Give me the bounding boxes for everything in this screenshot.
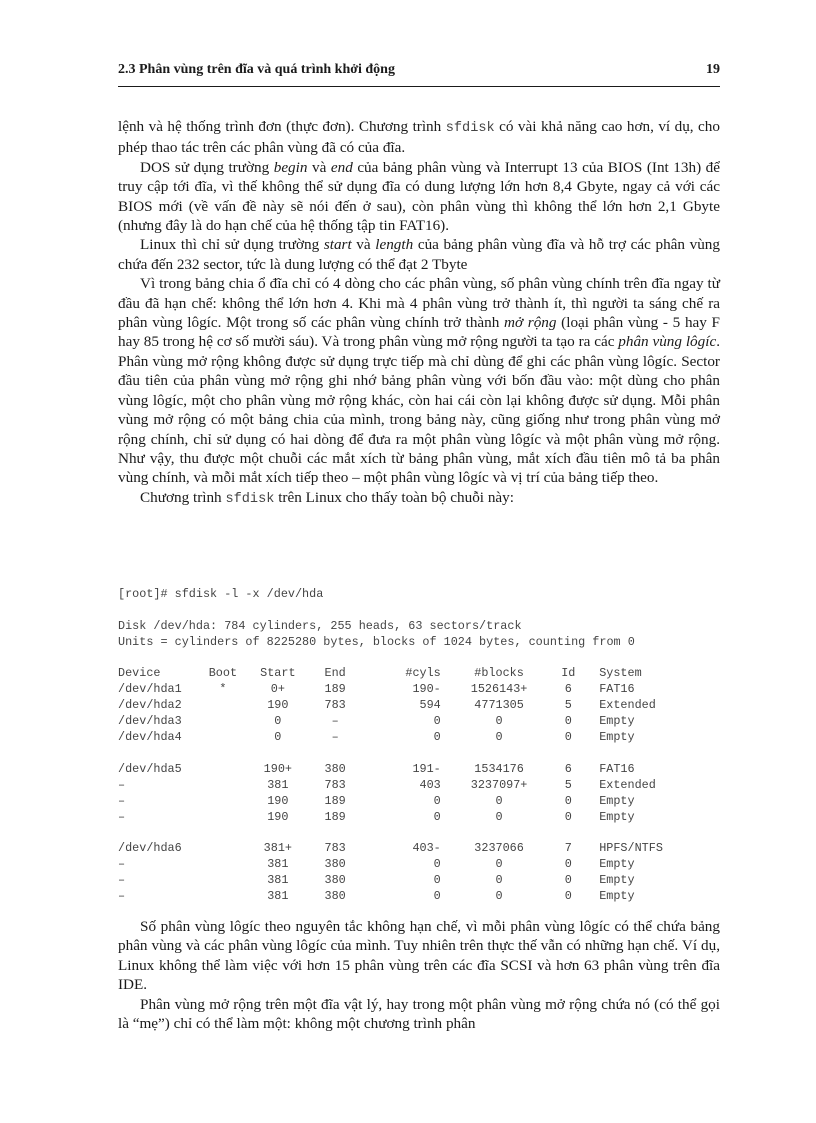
table-row	[118, 810, 718, 826]
table-cell	[206, 698, 239, 714]
table-cell: –	[331, 714, 339, 729]
table-cell: 0	[495, 873, 503, 888]
table-cell: 381+	[263, 841, 292, 856]
table-cell: 0	[433, 730, 441, 745]
paragraph-2: DOS sử dụng trường begin và end của bảng phân vùng và Interrupt 13 của BIOS (Int 13h) để truy cập tới đĩa, vì thế không thể sử dụng đĩa có dung lượng lớn hơn 8,4 Gbyte, ngay cả với các BIOS mới (về vấn đề này sẽ nói đến ở sau), còn phân vùng thì không thể lớn hơn 2,1 Gbyte (nhưng đây là do hạn chế của hệ thống tập tin FAT16).	[118, 158, 720, 235]
table-cell: 0	[495, 889, 503, 904]
table-cell: 0	[433, 873, 441, 888]
table-cell: Empty	[599, 730, 635, 745]
table-cell: 0	[564, 714, 572, 729]
partition-table-body	[118, 666, 718, 905]
table-cell: 189	[324, 793, 346, 808]
page-number: 19	[706, 62, 720, 77]
table-cell: 1526143+	[470, 682, 528, 697]
running-header	[118, 62, 720, 78]
table-cell: –	[118, 857, 126, 872]
paragraph-4: Vì trong bảng chia ổ đĩa chỉ có 4 dòng cho các phân vùng, số phân vùng chính trên đĩa ngay từ đầu đã hạn chế: không thể lớn hơn 4. Khi mà 4 phân vùng trở thành ít, thì người ta sáng chế ra phân vùng lôgíc. Một trong số các phân vùng chính trở thành mở rộng (loại phân vùng - 5 hay F hay 85 trong hệ cơ số mười sáu). Và trong phân vùng mở rộng người ta tạo ra các phân vùng lôgíc. Phân vùng mở rộng không được sử dụng trực tiếp mà chỉ dùng để ghi các phân vùng lôgíc. Sector đầu tiên của phân vùng mở rộng ghi nhớ bảng phân vùng với bốn đầu vào: một dùng cho phân vùng lôgíc, một cho phân vùng mở rộng khác, còn hai cái còn lại không được sử dụng. Mỗi phân vùng mở rộng có một bảng chia của mình, trong bảng này, cũng giống như trong phân vùng mở rộng chính, chỉ sử dụng có hai dòng để đưa ra một phân vùng lôgíc và một phân vùng mở rộng. Như vậy, thu được một chuỗi các mắt xích từ bảng phân vùng, mắt xích đầu tiên mô tả ba phân vùng chính, và mỗi mắt xích tiếp theo – một phân vùng lôgíc và vị trí của bảng tiếp theo.	[118, 275, 721, 487]
paragraph-5: Chương trình sfdisk trên Linux cho thấy toàn bộ chuỗi này:	[140, 488, 514, 507]
table-cell	[206, 762, 239, 778]
table-cell: 0	[495, 730, 503, 745]
table-cell: 381	[267, 873, 289, 888]
table-cell: –	[118, 889, 126, 904]
column-header: Start	[260, 666, 296, 681]
table-row	[118, 794, 718, 810]
table-cell: 0	[433, 857, 441, 872]
table-cell: 190	[267, 793, 289, 808]
table-cell: 6	[564, 682, 572, 697]
disk-info-line: Disk /dev/hda: 784 cylinders, 255 heads, 63 sectors/track	[118, 618, 522, 633]
table-row	[118, 889, 718, 905]
table-cell: 403-	[412, 841, 441, 856]
table-row	[118, 873, 718, 889]
table-cell: /dev/hda6	[118, 841, 182, 856]
table-cell: 0	[564, 889, 572, 904]
table-header-row	[118, 666, 718, 682]
body-text-top	[118, 117, 720, 509]
table-cell: Empty	[599, 873, 635, 888]
emphasis: length	[375, 236, 414, 254]
table-cell: /dev/hda3	[118, 714, 182, 729]
table-cell: 190+	[263, 761, 292, 776]
table-cell: 0	[495, 857, 503, 872]
table-cell: 3237066	[474, 841, 524, 856]
table-cell: 5	[564, 698, 572, 713]
table-cell: 0+	[270, 682, 285, 697]
table-cell: 0	[564, 793, 572, 808]
table-cell	[206, 810, 239, 826]
table-cell: 0	[495, 793, 503, 808]
column-header: Id	[561, 666, 576, 681]
table-cell	[206, 778, 239, 794]
body-text-bottom	[118, 917, 720, 1033]
header-rule	[118, 86, 720, 87]
table-cell: 594	[419, 698, 441, 713]
table-cell: Empty	[599, 857, 635, 872]
table-cell: 191-	[412, 761, 441, 776]
table-cell: /dev/hda1	[118, 682, 182, 697]
column-header: Boot	[208, 666, 238, 681]
column-header: End	[324, 666, 346, 681]
table-cell: 0	[564, 857, 572, 872]
table-cell: 4771305	[474, 698, 524, 713]
table-row	[118, 762, 718, 778]
table-cell: 3237097+	[470, 777, 528, 792]
inline-code: sfdisk	[445, 121, 495, 136]
table-cell	[206, 730, 239, 746]
column-header: #cyls	[405, 666, 441, 681]
table-cell: *	[219, 682, 227, 697]
table-cell: 190	[267, 809, 289, 824]
table-spacer-row	[118, 826, 718, 842]
table-cell: –	[118, 793, 126, 808]
partition-table	[118, 666, 718, 905]
paragraph-3: Linux thì chỉ sử dụng trường start và length của bảng phân vùng đĩa và hỗ trợ các phân vùng chứa đến 232 sector, tức là dung lượng có thể đạt 2 Tbyte	[118, 236, 720, 273]
table-cell: 381	[267, 777, 289, 792]
table-cell: 0	[433, 809, 441, 824]
table-cell: Empty	[599, 809, 635, 824]
table-cell: 0	[564, 809, 572, 824]
table-cell: 381	[267, 857, 289, 872]
table-cell: 5	[564, 777, 572, 792]
table-cell: 0	[433, 714, 441, 729]
emphasis: end	[330, 158, 353, 176]
table-cell: –	[118, 873, 126, 888]
table-row	[118, 698, 718, 714]
table-cell: 0	[564, 873, 572, 888]
table-cell: 380	[324, 857, 346, 872]
table-cell	[206, 889, 239, 905]
table-cell: /dev/hda4	[118, 730, 182, 745]
table-cell: 783	[324, 777, 346, 792]
table-cell: 0	[274, 714, 282, 729]
table-cell: 190	[267, 698, 289, 713]
table-cell: 0	[274, 730, 282, 745]
table-cell: /dev/hda5	[118, 761, 182, 776]
table-cell: 380	[324, 873, 346, 888]
table-cell: Empty	[599, 714, 635, 729]
table-row	[118, 682, 718, 698]
column-header: System	[599, 666, 642, 681]
emphasis: phân vùng lôgíc	[618, 333, 717, 351]
table-cell	[206, 857, 239, 873]
table-cell	[206, 841, 239, 857]
paragraph-1: lệnh và hệ thống trình đơn (thực đơn). Chương trình sfdisk có vài khả năng cao hơn, ví dụ, cho phép thao tác trên các phân vùng đã có của đĩa.	[118, 118, 720, 157]
section-title: 2.3 Phân vùng trên đĩa và quá trình khởi động	[118, 62, 395, 77]
table-spacer-row	[118, 746, 718, 762]
table-row	[118, 730, 718, 746]
table-cell: 381	[267, 889, 289, 904]
paragraph-7: Phân vùng mở rộng trên một đĩa vật lý, hay trong một phân vùng mở rộng chứa nó (có thể gọi là “mẹ”) chỉ có thể làm một: không một chương trình phân	[118, 995, 720, 1033]
table-cell: 0	[433, 793, 441, 808]
table-cell: FAT16	[599, 761, 635, 776]
table-cell: –	[331, 730, 339, 745]
table-row	[118, 778, 718, 794]
table-cell: /dev/hda2	[118, 698, 182, 713]
column-header: Device	[118, 666, 161, 681]
table-cell: Extended	[599, 777, 656, 792]
table-cell	[206, 714, 239, 730]
command-line: [root]# sfdisk -l -x /dev/hda	[118, 587, 324, 601]
table-row	[118, 714, 718, 730]
table-cell: Extended	[599, 698, 656, 713]
emphasis: mở rộng	[504, 314, 557, 332]
table-cell	[206, 794, 239, 810]
table-cell: 380	[324, 761, 346, 776]
table-cell: 1534176	[474, 761, 524, 776]
table-cell: Empty	[599, 889, 635, 904]
table-cell	[206, 873, 239, 889]
table-cell: FAT16	[599, 682, 635, 697]
emphasis: start	[323, 236, 352, 254]
table-row	[118, 841, 718, 857]
table-cell: 190-	[412, 682, 441, 697]
paragraph-6: Số phân vùng lôgíc theo nguyên tắc không hạn chế, vì mỗi phân vùng lôgíc có thể chứa bảng phân vùng và các phân vùng lôgíc của mình. Tuy nhiên trên thực thế vẫn có những hạn chế. Ví dụ, Linux không thể làm việc với hơn 15 phân vùng trên các đĩa SCSI và hơn 63 phân vùng trên đĩa IDE.	[118, 918, 720, 994]
units-line: Units = cylinders of 8225280 bytes, blocks of 1024 bytes, counting from 0	[118, 634, 635, 649]
table-cell: 189	[324, 809, 346, 824]
table-cell: –	[118, 809, 126, 824]
table-cell: 783	[324, 698, 346, 713]
emphasis: begin	[273, 158, 308, 176]
terminal-listing	[118, 587, 718, 905]
table-row	[118, 857, 718, 873]
table-cell: 7	[564, 841, 572, 856]
table-cell: 380	[324, 889, 346, 904]
column-header: #blocks	[474, 666, 524, 681]
table-cell: 0	[495, 714, 503, 729]
table-cell: Empty	[599, 793, 635, 808]
table-cell: 6	[564, 761, 572, 776]
table-cell: 0	[495, 809, 503, 824]
table-cell: 0	[433, 889, 441, 904]
inline-code: sfdisk	[225, 491, 275, 507]
table-cell: 403	[419, 777, 441, 792]
table-cell: HPFS/NTFS	[599, 841, 663, 856]
table-cell: 783	[324, 841, 346, 856]
table-cell: –	[118, 777, 126, 792]
table-cell: 189	[324, 682, 346, 697]
table-cell: 0	[564, 730, 572, 745]
